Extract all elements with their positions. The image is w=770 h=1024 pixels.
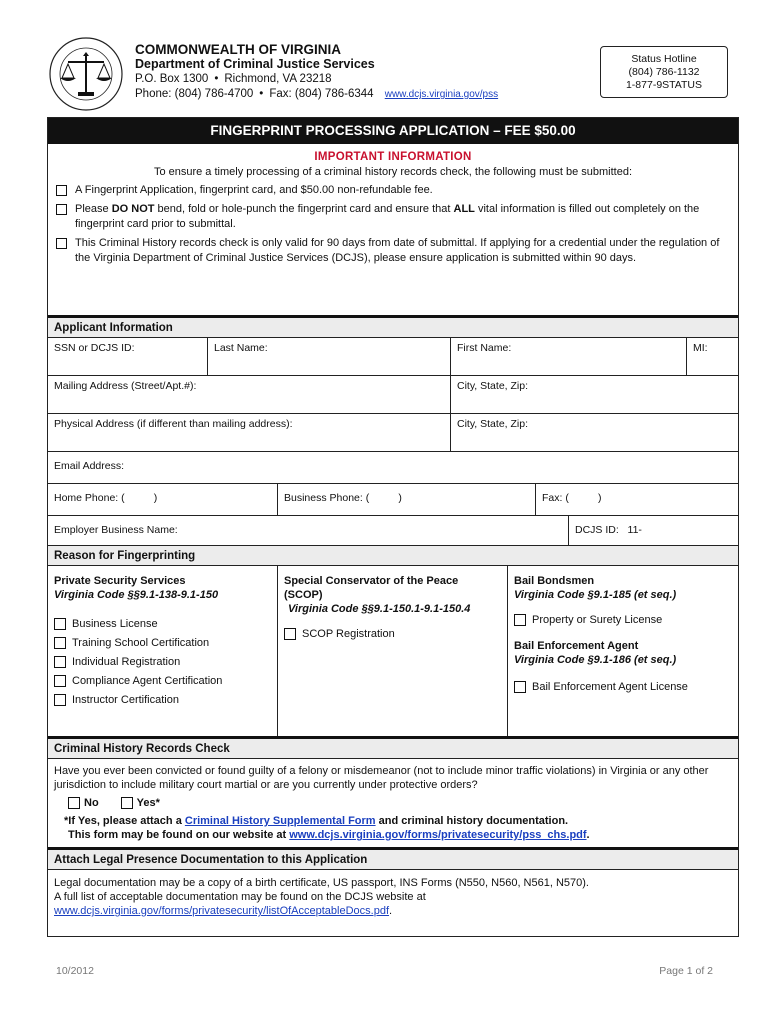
checkbox-icon[interactable] <box>284 628 296 640</box>
fax: Fax: (804) 786-6344 <box>269 88 374 100</box>
criminal-heading: Criminal History Records Check <box>48 739 738 759</box>
column-code: Virginia Code §§9.1-150.1-9.1-150.4 <box>288 603 471 615</box>
important-intro: To ensure a timely processing of a criminal history records check, the following must be submitted: <box>153 166 633 178</box>
bail-column <box>508 566 738 736</box>
letterhead <box>48 36 728 108</box>
legal-link-line: www.dcjs.virginia.gov/forms/privatesecurity/listOfAcceptableDocs.pdf. <box>54 905 393 917</box>
checkbox-no[interactable]: No <box>68 796 99 810</box>
contact-line: Phone: (804) 786-4700 • Fax: (804) 786-6344 www.dcjs.virginia.gov/pss <box>135 88 499 100</box>
checkbox-icon[interactable] <box>514 614 526 626</box>
revision-date: 10/2012 <box>56 965 94 977</box>
column-title: Private Security Services <box>54 575 186 587</box>
phone: Phone: (804) 786-4700 <box>135 88 254 100</box>
checkbox-icon[interactable] <box>514 681 526 693</box>
yes-instruction: *If Yes, please attach a Criminal History Supplemental Form and criminal history documentation. <box>64 815 569 827</box>
mailing-address: P.O. Box 1300 • Richmond, VA 23218 <box>135 73 332 85</box>
fax-field[interactable]: Fax: ( ) <box>542 492 602 504</box>
hotline-title: Status Hotline <box>631 53 697 65</box>
business-phone-field[interactable]: Business Phone: ( ) <box>278 484 536 515</box>
po-box: P.O. Box 1300 <box>135 73 209 85</box>
checkbox-property-surety[interactable]: Property or Surety License <box>514 613 732 627</box>
checkbox-training-school[interactable]: Training School Certification <box>54 636 271 650</box>
dcjs-id-field[interactable]: DCJS ID: 11- <box>575 524 642 536</box>
criminal-section <box>48 759 738 850</box>
page-number: Page 1 of 2 <box>659 965 713 977</box>
legal-presence-heading: Attach Legal Presence Documentation to this Application <box>48 850 738 870</box>
legal-line: A full list of acceptable documentation may be found on the DCJS website at <box>54 891 426 903</box>
checkbox-icon[interactable] <box>54 694 66 706</box>
city: Richmond, VA 23218 <box>224 73 332 85</box>
dcjs-seal-icon <box>48 36 124 112</box>
checkbox-icon[interactable] <box>54 656 66 668</box>
first-name-field[interactable]: First Name: <box>451 338 687 375</box>
org-name: COMMONWEALTH OF VIRGINIA <box>135 42 341 57</box>
checkbox-instructor[interactable]: Instructor Certification <box>54 693 271 707</box>
chs-form-link[interactable]: www.dcjs.virginia.gov/forms/privatesecurity/pss_chs.pdf <box>289 829 587 841</box>
checkbox-icon[interactable] <box>68 797 80 809</box>
physical-address-field[interactable]: Physical Address (if different than mailing address): <box>48 414 451 451</box>
last-name-field[interactable]: Last Name: <box>208 338 451 375</box>
email-field[interactable]: Email Address: <box>54 460 125 472</box>
checkbox-bullet-icon <box>56 204 67 215</box>
physical-city-field[interactable]: City, State, Zip: <box>457 418 528 430</box>
checkbox-yes[interactable]: Yes* <box>121 796 160 810</box>
reason-heading: Reason for Fingerprinting <box>48 546 738 566</box>
hotline-tollfree: 1-877-9STATUS <box>625 79 703 91</box>
supplemental-form-link[interactable]: Criminal History Supplemental Form <box>184 815 376 827</box>
checkbox-icon[interactable] <box>121 797 133 809</box>
bullet-item: This Criminal History records check is only valid for 90 days from date of submittal. If applying for a credential under the regulation of the Virginia Department of Criminal Justice Services (DCJS), please ensure application is submitted within 90 days. <box>56 236 730 266</box>
checkbox-icon[interactable] <box>54 675 66 687</box>
name-row <box>48 338 738 376</box>
column-title: Special Conservator of the Peace <box>284 575 459 587</box>
form-location: This form may be found on our website at www.dcjs.virginia.gov/forms/privatesecurity/pss_chs.pdf. <box>68 829 590 841</box>
checkbox-scop-registration[interactable]: SCOP Registration <box>284 627 501 641</box>
column-code: Virginia Code §9.1-186 (et seq.) <box>514 654 677 666</box>
applicant-info-heading: Applicant Information <box>48 318 738 338</box>
mailing-city-field[interactable]: City, State, Zip: <box>457 380 528 392</box>
physical-row <box>48 414 738 452</box>
column-subtitle: (SCOP) <box>284 589 323 601</box>
acceptable-docs-link[interactable]: www.dcjs.virginia.gov/forms/privatesecurity/listOfAcceptableDocs.pdf <box>54 905 390 917</box>
mi-field[interactable]: MI: <box>693 342 708 354</box>
mailing-address-field[interactable]: Mailing Address (Street/Apt.#): <box>48 376 451 413</box>
criminal-question: Have you ever been convicted or found guilty of a felony or misdemeanor (not to include minor traffic violations) in Virginia or any other jurisdiction to include military court martial or are you currently under protective orders? <box>54 765 709 791</box>
checkbox-bullet-icon <box>56 185 67 196</box>
scop-column <box>278 566 508 736</box>
column-title: Bail Bondsmen <box>514 575 595 587</box>
important-info <box>48 144 738 318</box>
employer-field[interactable]: Employer Business Name: <box>48 516 569 545</box>
column-code: Virginia Code §§9.1-138-9.1-150 <box>54 589 219 601</box>
dept-name: Department of Criminal Justice Services <box>135 57 375 71</box>
checkbox-bail-enforcement[interactable]: Bail Enforcement Agent License <box>514 680 732 694</box>
employer-row <box>48 516 738 546</box>
reason-section <box>48 566 738 739</box>
form-title: FINGERPRINT PROCESSING APPLICATION – FEE $50.00 <box>48 118 738 144</box>
checkbox-icon[interactable] <box>54 618 66 630</box>
email-row <box>48 452 738 484</box>
checkbox-compliance-agent[interactable]: Compliance Agent Certification <box>54 674 271 688</box>
mailing-row <box>48 376 738 414</box>
bullet-item: Please DO NOT bend, fold or hole-punch the fingerprint card and ensure that ALL vital information is filled out completely on the fingerprint card prior to submittal. <box>56 202 730 232</box>
home-phone-field[interactable]: Home Phone: ( ) <box>48 484 278 515</box>
column-code: Virginia Code §9.1-185 (et seq.) <box>514 589 677 601</box>
organization-info <box>135 42 498 102</box>
hotline-phone: (804) 786-1132 <box>628 66 700 78</box>
checkbox-icon[interactable] <box>54 637 66 649</box>
legal-section <box>48 870 738 924</box>
private-security-column <box>48 566 278 736</box>
checkbox-business-license[interactable]: Business License <box>54 617 271 631</box>
important-heading: IMPORTANT INFORMATION <box>314 151 472 163</box>
ssn-field[interactable]: SSN or DCJS ID: <box>48 338 208 375</box>
column-title: Bail Enforcement Agent <box>514 640 639 652</box>
legal-line: Legal documentation may be a copy of a birth certificate, US passport, INS Forms (N550, N560, N561, N570). <box>54 877 589 889</box>
checkbox-individual-registration[interactable]: Individual Registration <box>54 655 271 669</box>
checkbox-bullet-icon <box>56 238 67 249</box>
status-hotline-box <box>600 46 728 98</box>
application-form <box>47 117 739 937</box>
bullet-item: A Fingerprint Application, fingerprint card, and $50.00 non-refundable fee. <box>56 183 730 198</box>
website-link[interactable]: www.dcjs.virginia.gov/pss <box>384 89 499 100</box>
phone-row <box>48 484 738 516</box>
yes-no-options <box>68 796 732 810</box>
